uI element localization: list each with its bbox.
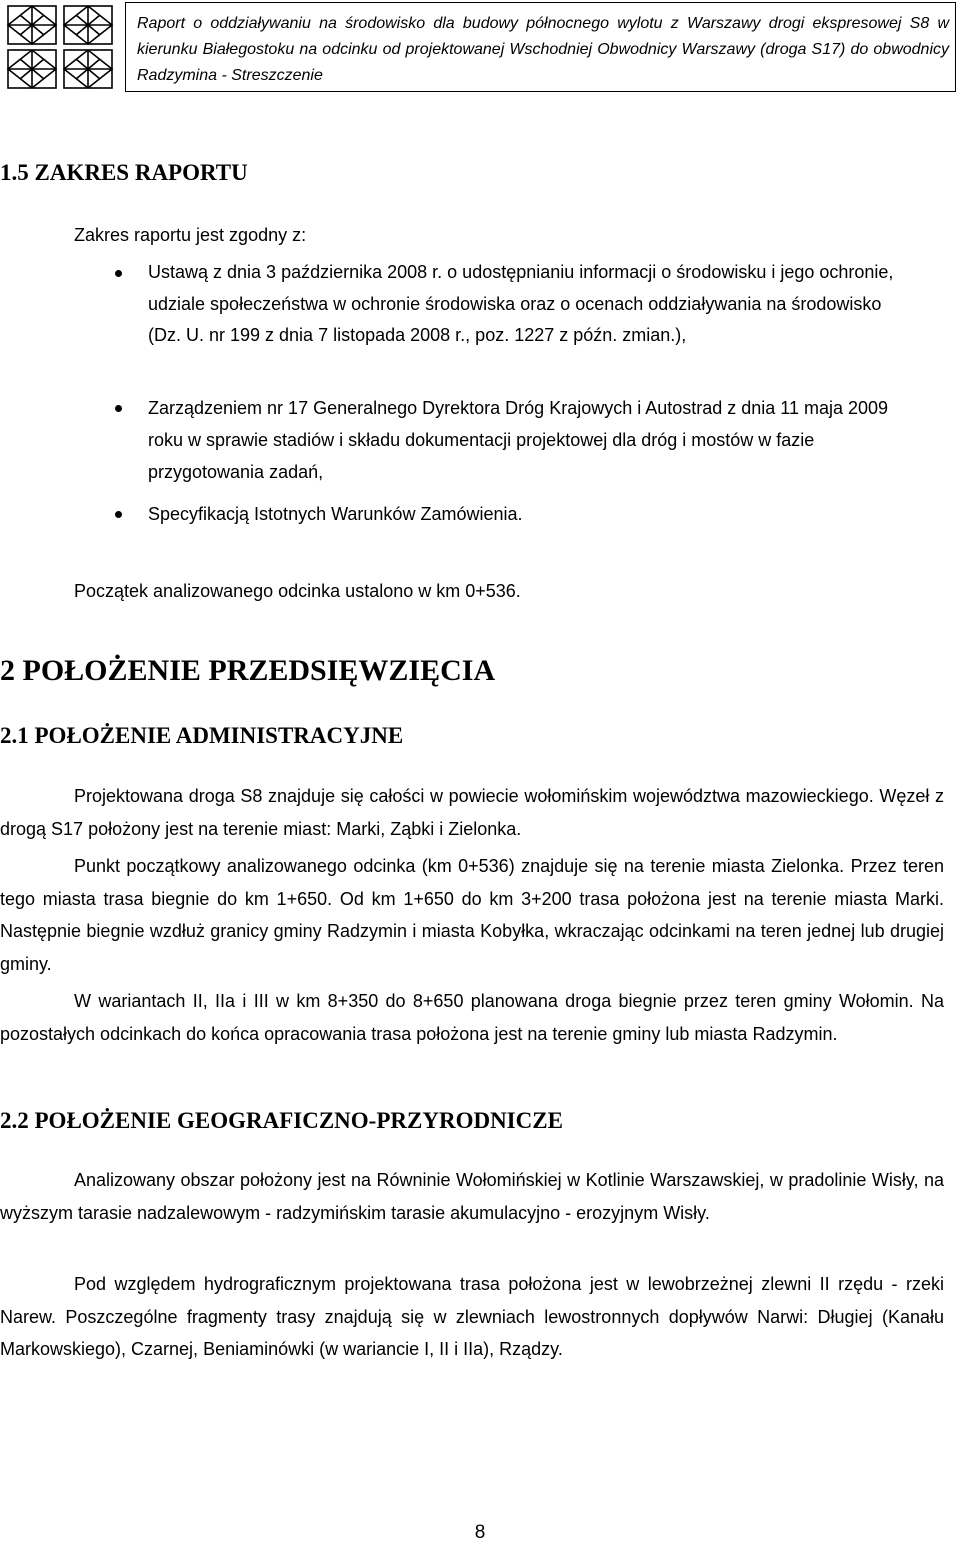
header-box <box>125 2 956 92</box>
paragraph: W wariantach II, IIa i III w km 8+350 do 8+650 planowana droga biegnie przez teren gminy Wołomin. Na pozostałych odcinkach do końca opracowania trasa położona jest na terenie gminy lub miasta Radzymin. <box>0 991 944 1044</box>
section-heading: 2.2 POŁOŻENIE GEOGRAFICZNO-PRZYRODNICZE <box>0 1108 563 1133</box>
paragraph: Projektowana droga S8 znajduje się całości w powiecie wołomińskim województwa mazowieckiego. Węzeł z drogą S17 położony jest na terenie miast: Marki, Ząbki i Zielonka. <box>0 786 944 839</box>
bullet-icon <box>115 405 122 412</box>
list-item: Ustawą z dnia 3 października 2008 r. o udostępnianiu informacji o środowisku i jego ochronie, udziale społeczeństwa w ochronie środowiska oraz o ocenach oddziaływania na środowisko (Dz. U. nr 199 z dnia 7 listopada 2008 r., poz. 1227 z późn. zmian.), <box>148 262 894 346</box>
list-item: Specyfikacją Istotnych Warunków Zamówienia. <box>148 504 523 524</box>
section-heading: 2.1 POŁOŻENIE ADMINISTRACYJNE <box>0 723 404 748</box>
bullet-icon <box>115 511 122 518</box>
paragraph: Początek analizowanego odcinka ustalono w km 0+536. <box>74 581 521 601</box>
bullet-icon <box>115 270 122 277</box>
page-number: 8 <box>474 1522 486 1543</box>
list-item: Zarządzeniem nr 17 Generalnego Dyrektora Dróg Krajowych i Autostrad z dnia 11 maja 2009 roku w sprawie stadiów i składu dokumentacji projektowej dla dróg i mostów w fazie przygotowania zadań, <box>148 398 889 482</box>
logo-icon <box>6 4 116 90</box>
paragraph: Punkt początkowy analizowanego odcinka (km 0+536) znajduje się na terenie miasta Zielonka. Przez teren tego miasta trasa biegnie do km 1+650. Od km 1+650 do km 3+200 trasa położona jest na terenie miasta Marki. Następnie biegnie wzdłuż granicy gminy Radzymin i miasta Kobyłka, wkraczając odcinkami na teren jednej lub drugiej gminy. <box>0 856 944 974</box>
paragraph: Pod względem hydrograficznym projektowana trasa położona jest w lewobrzeżnej zlewni II rzędu - rzeki Narew. Poszczególne fragmenty trasy znajdują się w zlewniach lewostronnych dopływów Narwi: Długiej (Kanału Markowskiego), Czarnej, Beniaminówki (w wariancie I, II i IIa), Rządzy. <box>0 1274 944 1359</box>
report-title: Raport o oddziaływaniu na środowisko dla budowy północnego wylotu z Warszawy drogi ekspresowej S8 w kierunku Białegostoku na odcinku od projektowanej Wschodniej Obwodnicy Warszawy (droga S17) do obwodnicy Radzymina - Streszczenie <box>137 15 949 84</box>
paragraph: Analizowany obszar położony jest na Równinie Wołomińskiej w Kotlinie Warszawskiej, w pradolinie Wisły, na wyższym tarasie nadzalewowym - radzymińskim tarasie akumulacyjno - erozyjnym Wisły. <box>0 1170 944 1223</box>
chapter-heading: 2 POŁOŻENIE PRZEDSIĘWZIĘCIA <box>0 654 496 687</box>
paragraph: Zakres raportu jest zgodny z: <box>74 225 307 245</box>
section-heading: 1.5 ZAKRES RAPORTU <box>0 160 248 185</box>
